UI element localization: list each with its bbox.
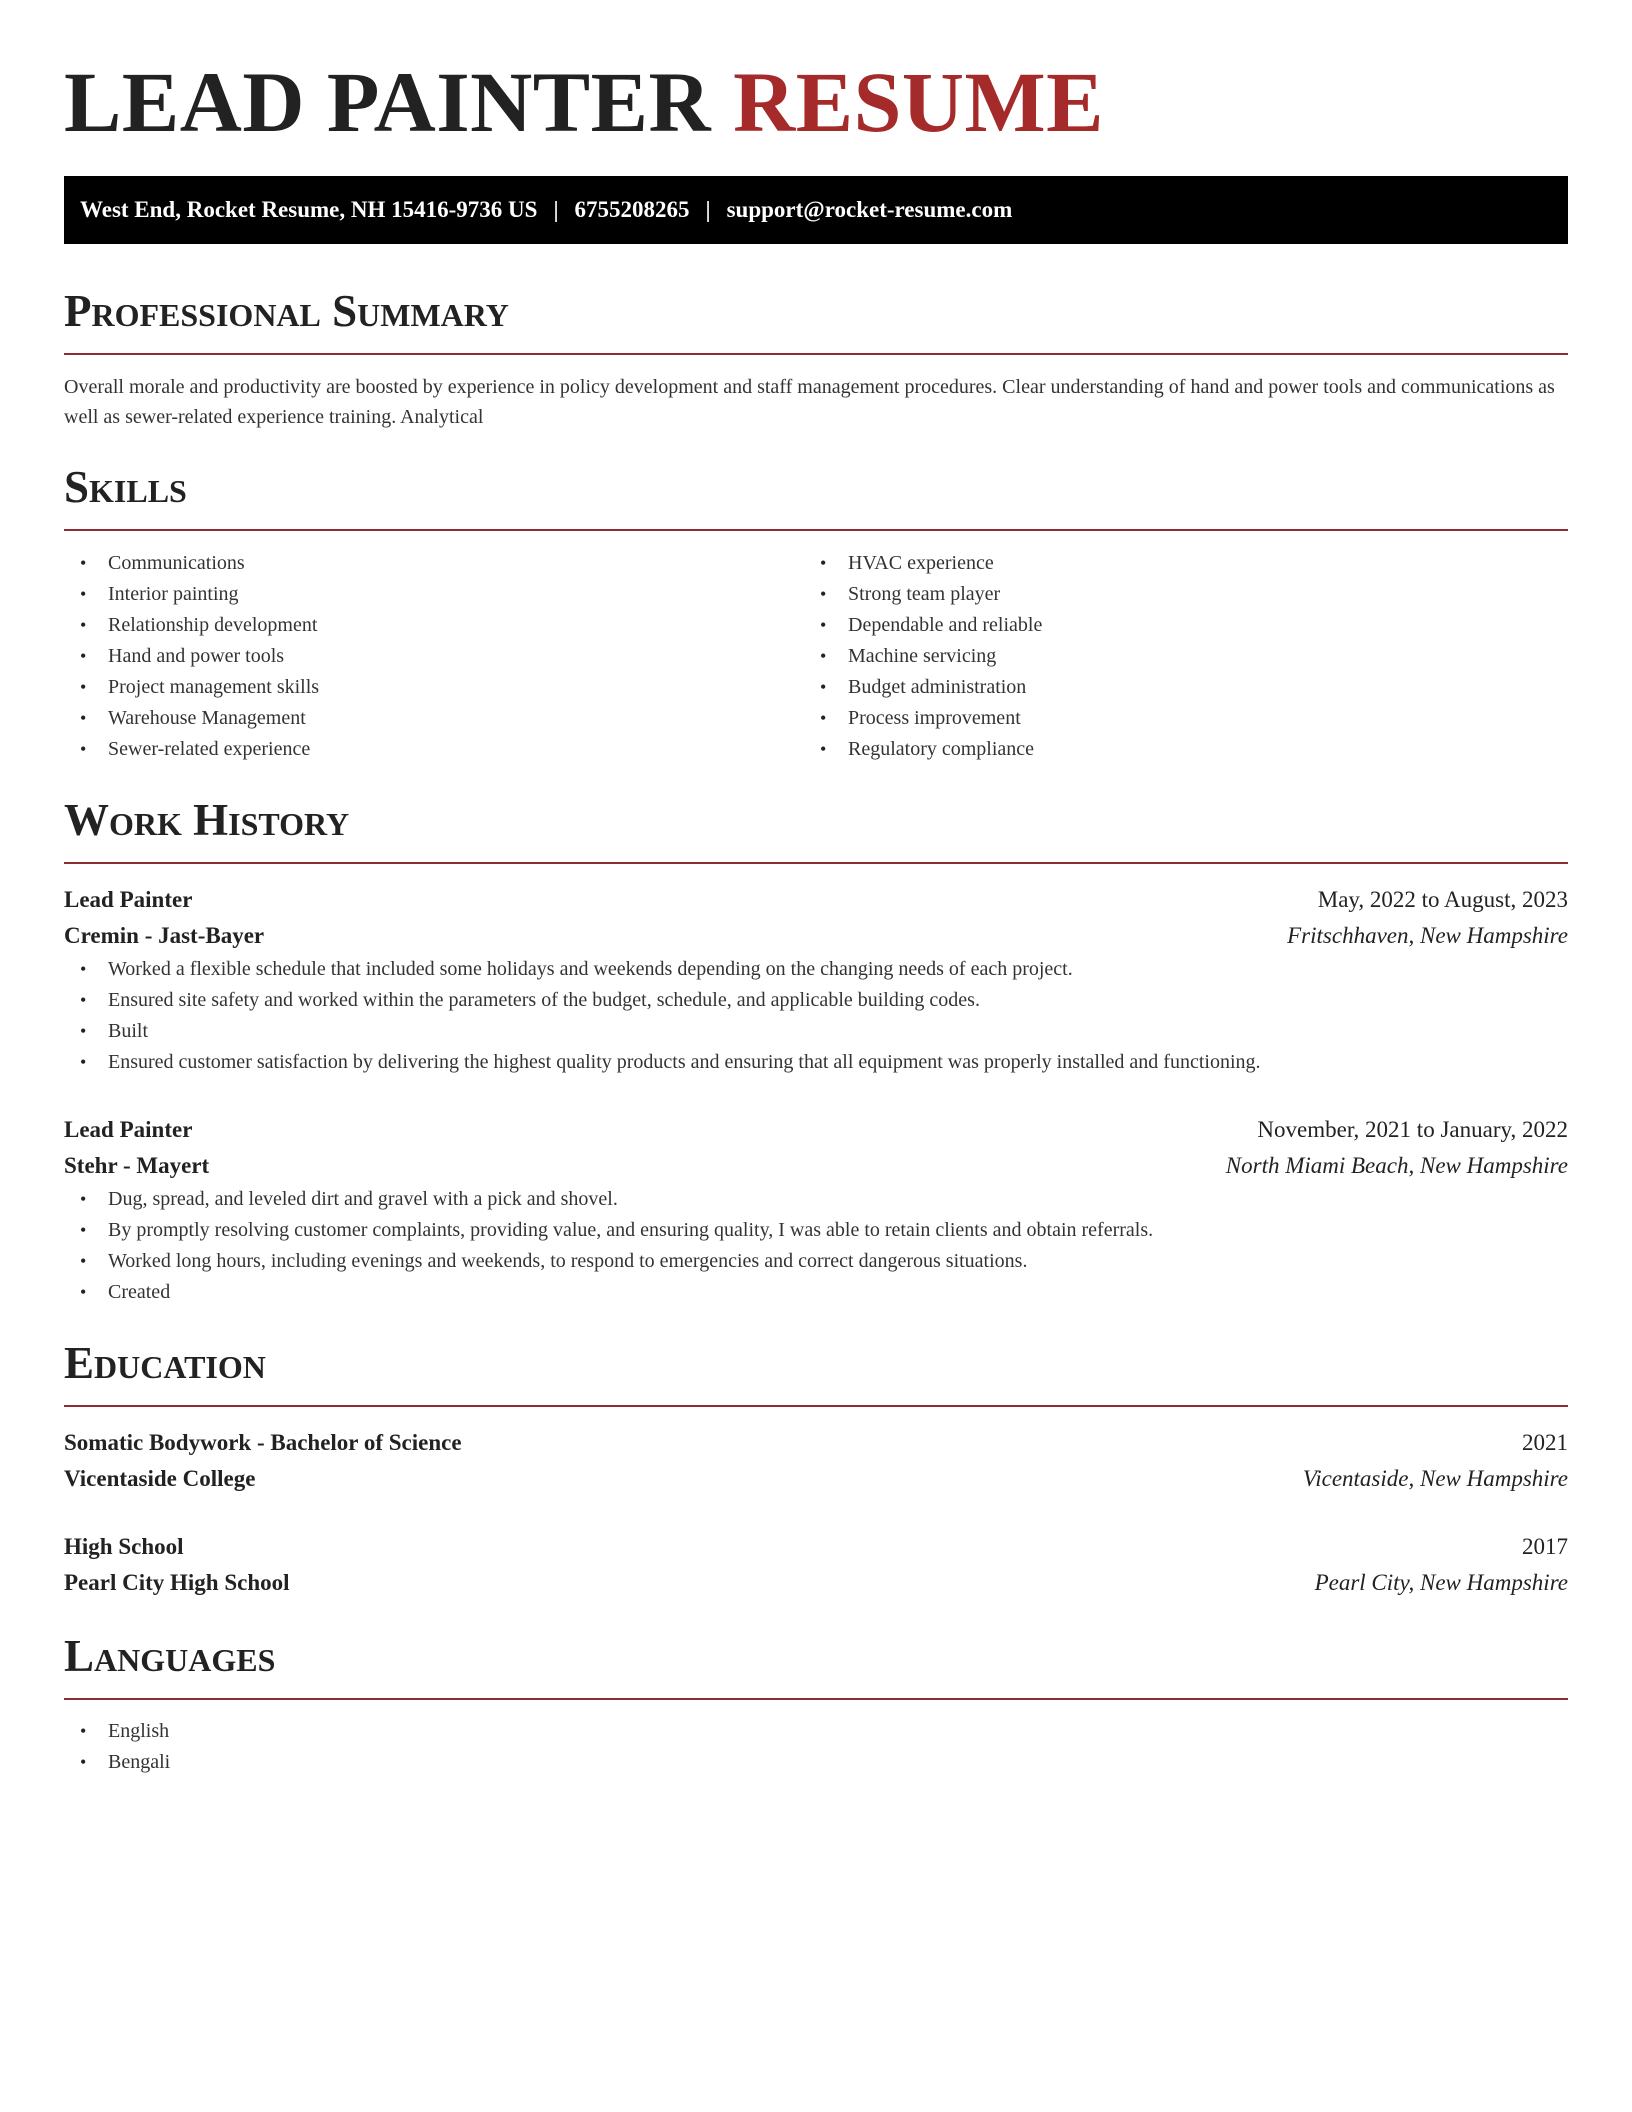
education-degree-row — [64, 1425, 1568, 1461]
job-company-row — [64, 918, 1568, 954]
job-bullet: • Dug, spread, and leveled dirt and gravel with a pick and shovel. — [64, 1184, 1568, 1215]
education-degree: Somatic Bodywork - Bachelor of Science — [64, 1430, 462, 1455]
contact-bar — [64, 176, 1568, 244]
skill-item: • Regulatory compliance — [804, 734, 1544, 765]
education-school-row — [64, 1565, 1568, 1601]
contact-address: West End, Rocket Resume, NH 15416-9736 US — [80, 197, 538, 222]
skills-list-left — [64, 548, 804, 765]
language-item: • English — [64, 1716, 1568, 1747]
contact-separator: | — [553, 197, 559, 222]
job-dates: November, 2021 to January, 2022 — [1257, 1117, 1568, 1142]
resume-title — [64, 0, 1568, 162]
skill-item: • Interior painting — [64, 579, 804, 610]
skill-item: • Dependable and reliable — [804, 610, 1544, 641]
skill-item: • Warehouse Management — [64, 703, 804, 734]
skills-section — [64, 462, 1568, 765]
education-school: Pearl City High School — [64, 1570, 290, 1595]
job-company: Stehr - Mayert — [64, 1153, 210, 1178]
education-degree-row — [64, 1529, 1568, 1565]
education-school: Vicentaside College — [64, 1466, 256, 1491]
job-bullet: • Ensured customer satisfaction by delivering the highest quality products and ensuring that all equipment was properly installed and functioning. — [64, 1047, 1568, 1078]
contact-phone: 6755208265 — [574, 197, 690, 222]
job-entry — [64, 1112, 1568, 1308]
education-year: 2021 — [1522, 1430, 1568, 1455]
job-bullet: • Worked a flexible schedule that included some holidays and weekends depending on the changing needs of each project. — [64, 954, 1568, 985]
job-bullet: • By promptly resolving customer complaints, providing value, and ensuring quality, I was able to retain clients and obtain referrals. — [64, 1215, 1568, 1246]
title-main: LEAD PAINTER — [64, 54, 712, 150]
education-entry — [64, 1529, 1568, 1601]
job-bullets — [64, 1184, 1568, 1308]
skills-heading: Skills — [64, 462, 187, 512]
work-history-section — [64, 795, 1568, 1308]
work-history-heading: Work History — [64, 795, 350, 845]
section-divider — [64, 529, 1568, 531]
section-divider — [64, 1405, 1568, 1407]
job-bullet: • Created — [64, 1277, 1568, 1308]
skills-column-left — [64, 548, 804, 765]
job-header-row — [64, 1112, 1568, 1148]
skill-item: • Communications — [64, 548, 804, 579]
education-entry — [64, 1425, 1568, 1497]
contact-email[interactable]: support@rocket-resume.com — [726, 197, 1013, 222]
skills-list-right — [804, 548, 1544, 765]
languages-section — [64, 1631, 1568, 1778]
skill-item: • Machine servicing — [804, 641, 1544, 672]
section-divider — [64, 1698, 1568, 1700]
skill-item: • Process improvement — [804, 703, 1544, 734]
job-bullet: • Built — [64, 1016, 1568, 1047]
skill-item: • HVAC experience — [804, 548, 1544, 579]
education-year: 2017 — [1522, 1534, 1568, 1559]
job-bullet: • Ensured site safety and worked within the parameters of the budget, schedule, and applicable building codes. — [64, 985, 1568, 1016]
skill-item: • Relationship development — [64, 610, 804, 641]
section-divider — [64, 353, 1568, 355]
title-accent: RESUME — [733, 54, 1105, 150]
language-item: • Bengali — [64, 1747, 1568, 1778]
languages-heading: Languages — [64, 1631, 276, 1681]
job-company: Cremin - Jast-Bayer — [64, 923, 265, 948]
job-title: Lead Painter — [64, 1117, 193, 1142]
job-title: Lead Painter — [64, 887, 193, 912]
job-header-row — [64, 882, 1568, 918]
skill-item: • Budget administration — [804, 672, 1544, 703]
education-degree: High School — [64, 1534, 184, 1559]
education-heading: Education — [64, 1338, 266, 1388]
skill-item: • Strong team player — [804, 579, 1544, 610]
education-location: Vicentaside, New Hampshire — [1302, 1466, 1568, 1491]
skill-item: • Sewer-related experience — [64, 734, 804, 765]
job-dates: May, 2022 to August, 2023 — [1317, 887, 1568, 912]
skill-item: • Hand and power tools — [64, 641, 804, 672]
summary-text: Overall morale and productivity are boosted by experience in policy development and staff management procedures. Clear understanding of hand and power tools and communications as well as sewer-related experience training. Analytical — [64, 376, 1555, 428]
skills-column-right — [804, 548, 1544, 765]
skill-item: • Project management skills — [64, 672, 804, 703]
skills-columns — [64, 548, 1568, 765]
job-location: North Miami Beach, New Hampshire — [1225, 1153, 1568, 1178]
summary-section — [64, 286, 1568, 432]
job-entry — [64, 882, 1568, 1078]
education-section — [64, 1338, 1568, 1601]
education-school-row — [64, 1461, 1568, 1497]
job-company-row — [64, 1148, 1568, 1184]
job-location: Fritschhaven, New Hampshire — [1287, 923, 1568, 948]
education-location: Pearl City, New Hampshire — [1314, 1570, 1568, 1595]
job-bullet: • Worked long hours, including evenings and weekends, to respond to emergencies and correct dangerous situations. — [64, 1246, 1568, 1277]
languages-list — [64, 1716, 1568, 1778]
contact-separator: | — [705, 197, 711, 222]
summary-heading: Professional Summary — [64, 286, 509, 336]
section-divider — [64, 862, 1568, 864]
job-bullets — [64, 954, 1568, 1078]
